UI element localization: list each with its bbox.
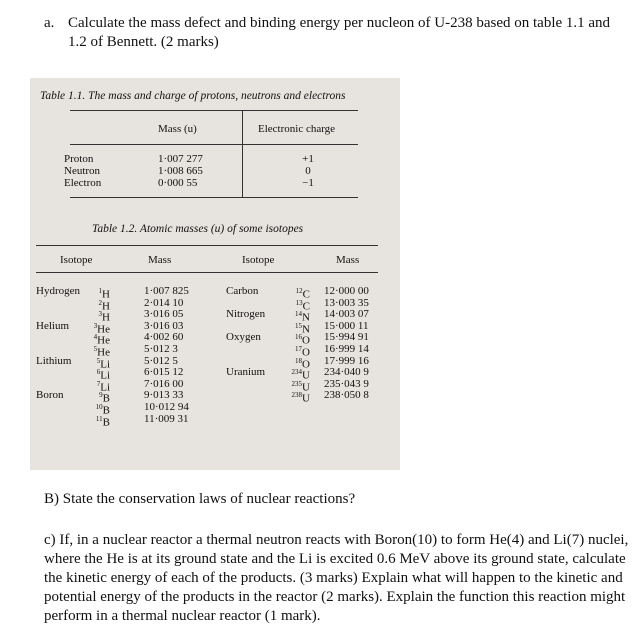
table2-left-element: Helium [36,319,69,332]
table1-row-name: Proton [64,153,94,165]
table2-right-element: Nitrogen [226,308,266,321]
table2-right-isotope: $^{234}$U [291,368,310,382]
table1-caption: Table 1.1. The mass and charge of protons, neutrons and electrons [40,90,346,102]
table2-right-element: Uranium [226,366,266,379]
table2-caption: Table 1.2. Atomic masses (u) of some isotopes [92,223,304,235]
table2-left-element: Lithium [36,354,72,367]
table2-left-isotope: $^{11}$B [95,414,110,429]
table2-right-isotope: $^{17}$O [295,345,310,359]
table2-left-isotope: $^3$He [93,321,110,336]
table2-left-mass: 11·009 31 [144,412,189,425]
table2-left-mass: 1·007 825 [144,285,189,297]
table2-right-mass: 14·003 07 [324,308,369,321]
question-b: B) State the conservation laws of nuclear reactions? [44,491,356,507]
table2-left-isotope: $^4$He [93,333,110,348]
table2-left-isotope: $^9$B [99,391,110,406]
table2-header-mass-right: Mass [336,254,360,266]
question-a-text: Calculate the mass defect and binding energy per nucleon of U-238 based on table 1.1 and 1.2 of Bennett. (2 marks) [68,15,611,50]
table1-row-mass: 1·008 665 [158,165,203,177]
table2-left-element: Hydrogen [36,285,80,297]
table2-right-mass: 17·999 16 [324,354,369,367]
table2-right-mass: 12·000 00 [324,285,369,297]
table2-right-mass: 234·040 9 [324,366,369,379]
table2-left-isotope: $^1$H [98,287,110,301]
table2-right-mass: 235·043 9 [324,377,369,390]
table2-left-mass: 5·012 3 [144,343,178,355]
table1-header-charge: Electronic charge [258,123,336,135]
question-c: c) If, in a nuclear reactor a thermal neutron reacts with Boron(10) to form He(4) and Li(7) nuclei, where the He is at its ground state and the Li is excited 0.6 MeV above its ground state, calculate the kinetic energy of each of the products. (3 marks) Explain what will happen to the kinetic and potential energy of the products in the reactor (2 marks). Explain the function this reaction might perform in a thermal nuclear reactor (1 mark). [44,532,629,624]
table2-left-isotope: $^{10}$B [95,403,110,417]
table2-left-isotope: $^7$Li [96,379,110,394]
table2-right-isotope: $^{18}$O [295,356,310,371]
table1-row-charge: 0 [305,165,311,177]
table2-left-mass: 7·016 00 [144,377,184,390]
table2-header-isotope-left: Isotope [60,254,93,266]
table2-right-mass: 238·050 8 [324,389,369,402]
question-a-label: a. [44,15,55,31]
table2-left-mass: 6·015 12 [144,366,184,379]
table1-column-divider [242,110,243,198]
table2-left-isotope: $^5$He [93,345,110,359]
table1-top-rule [70,110,358,111]
table2-left-mass: 3·016 03 [144,319,184,332]
scanned-tables-image [30,78,400,470]
table2-right-mass: 16·999 14 [324,343,369,355]
table2-left-mass: 2·014 10 [144,296,184,309]
table2-left-mass: 9·013 33 [144,389,184,402]
table2-right-isotope: $^{238}$U [291,391,310,406]
table2-left-mass: 5·012 5 [144,354,178,367]
table2-left-isotope: $^5$Li [96,356,110,371]
table2-left-mass: 4·002 60 [144,331,184,344]
table1-row-mass: 1·007 277 [158,153,203,165]
table2-left-isotope: $^3$H [98,310,110,324]
table2-top-rule [36,245,378,246]
table1-row-name: Neutron [64,165,101,177]
table2-left-mass: 10·012 94 [144,401,189,413]
table1-row-charge: +1 [302,153,314,165]
table2-left-element: Boron [36,389,64,402]
question-a [44,14,629,52]
table2-right-isotope: $^{14}$N [295,310,310,324]
table2-right-element: Oxygen [226,331,261,344]
table2-right-mass: 15·994 91 [324,331,369,344]
table2-right-isotope: $^{235}$U [291,379,310,394]
table2-left-isotope: $^2$H [98,298,110,313]
table1-row-charge: −1 [302,177,314,189]
table2-right-mass: 15·000 11 [324,319,369,332]
table1-bottom-rule [70,197,358,198]
table1-header-mass: Mass (u) [158,123,197,135]
table2-header-mass-left: Mass [148,254,172,266]
table1-header-rule [70,144,358,145]
table2-left-mass: 3·016 05 [144,308,184,321]
table2-header-rule [36,272,378,273]
table1-row-name: Electron [64,177,102,189]
table2-left-isotope: $^6$Li [96,368,110,382]
table2-right-element: Carbon [226,285,259,297]
table2-right-isotope: $^{12}$C [295,287,310,301]
table2-right-isotope: $^{15}$N [295,321,310,336]
table2-right-isotope: $^{13}$C [295,298,310,313]
table2-header-isotope-right: Isotope [242,254,275,266]
table1-row-mass: 0·000 55 [158,177,198,189]
table2-right-mass: 13·003 35 [324,296,369,309]
table2-right-isotope: $^{16}$O [295,333,310,348]
